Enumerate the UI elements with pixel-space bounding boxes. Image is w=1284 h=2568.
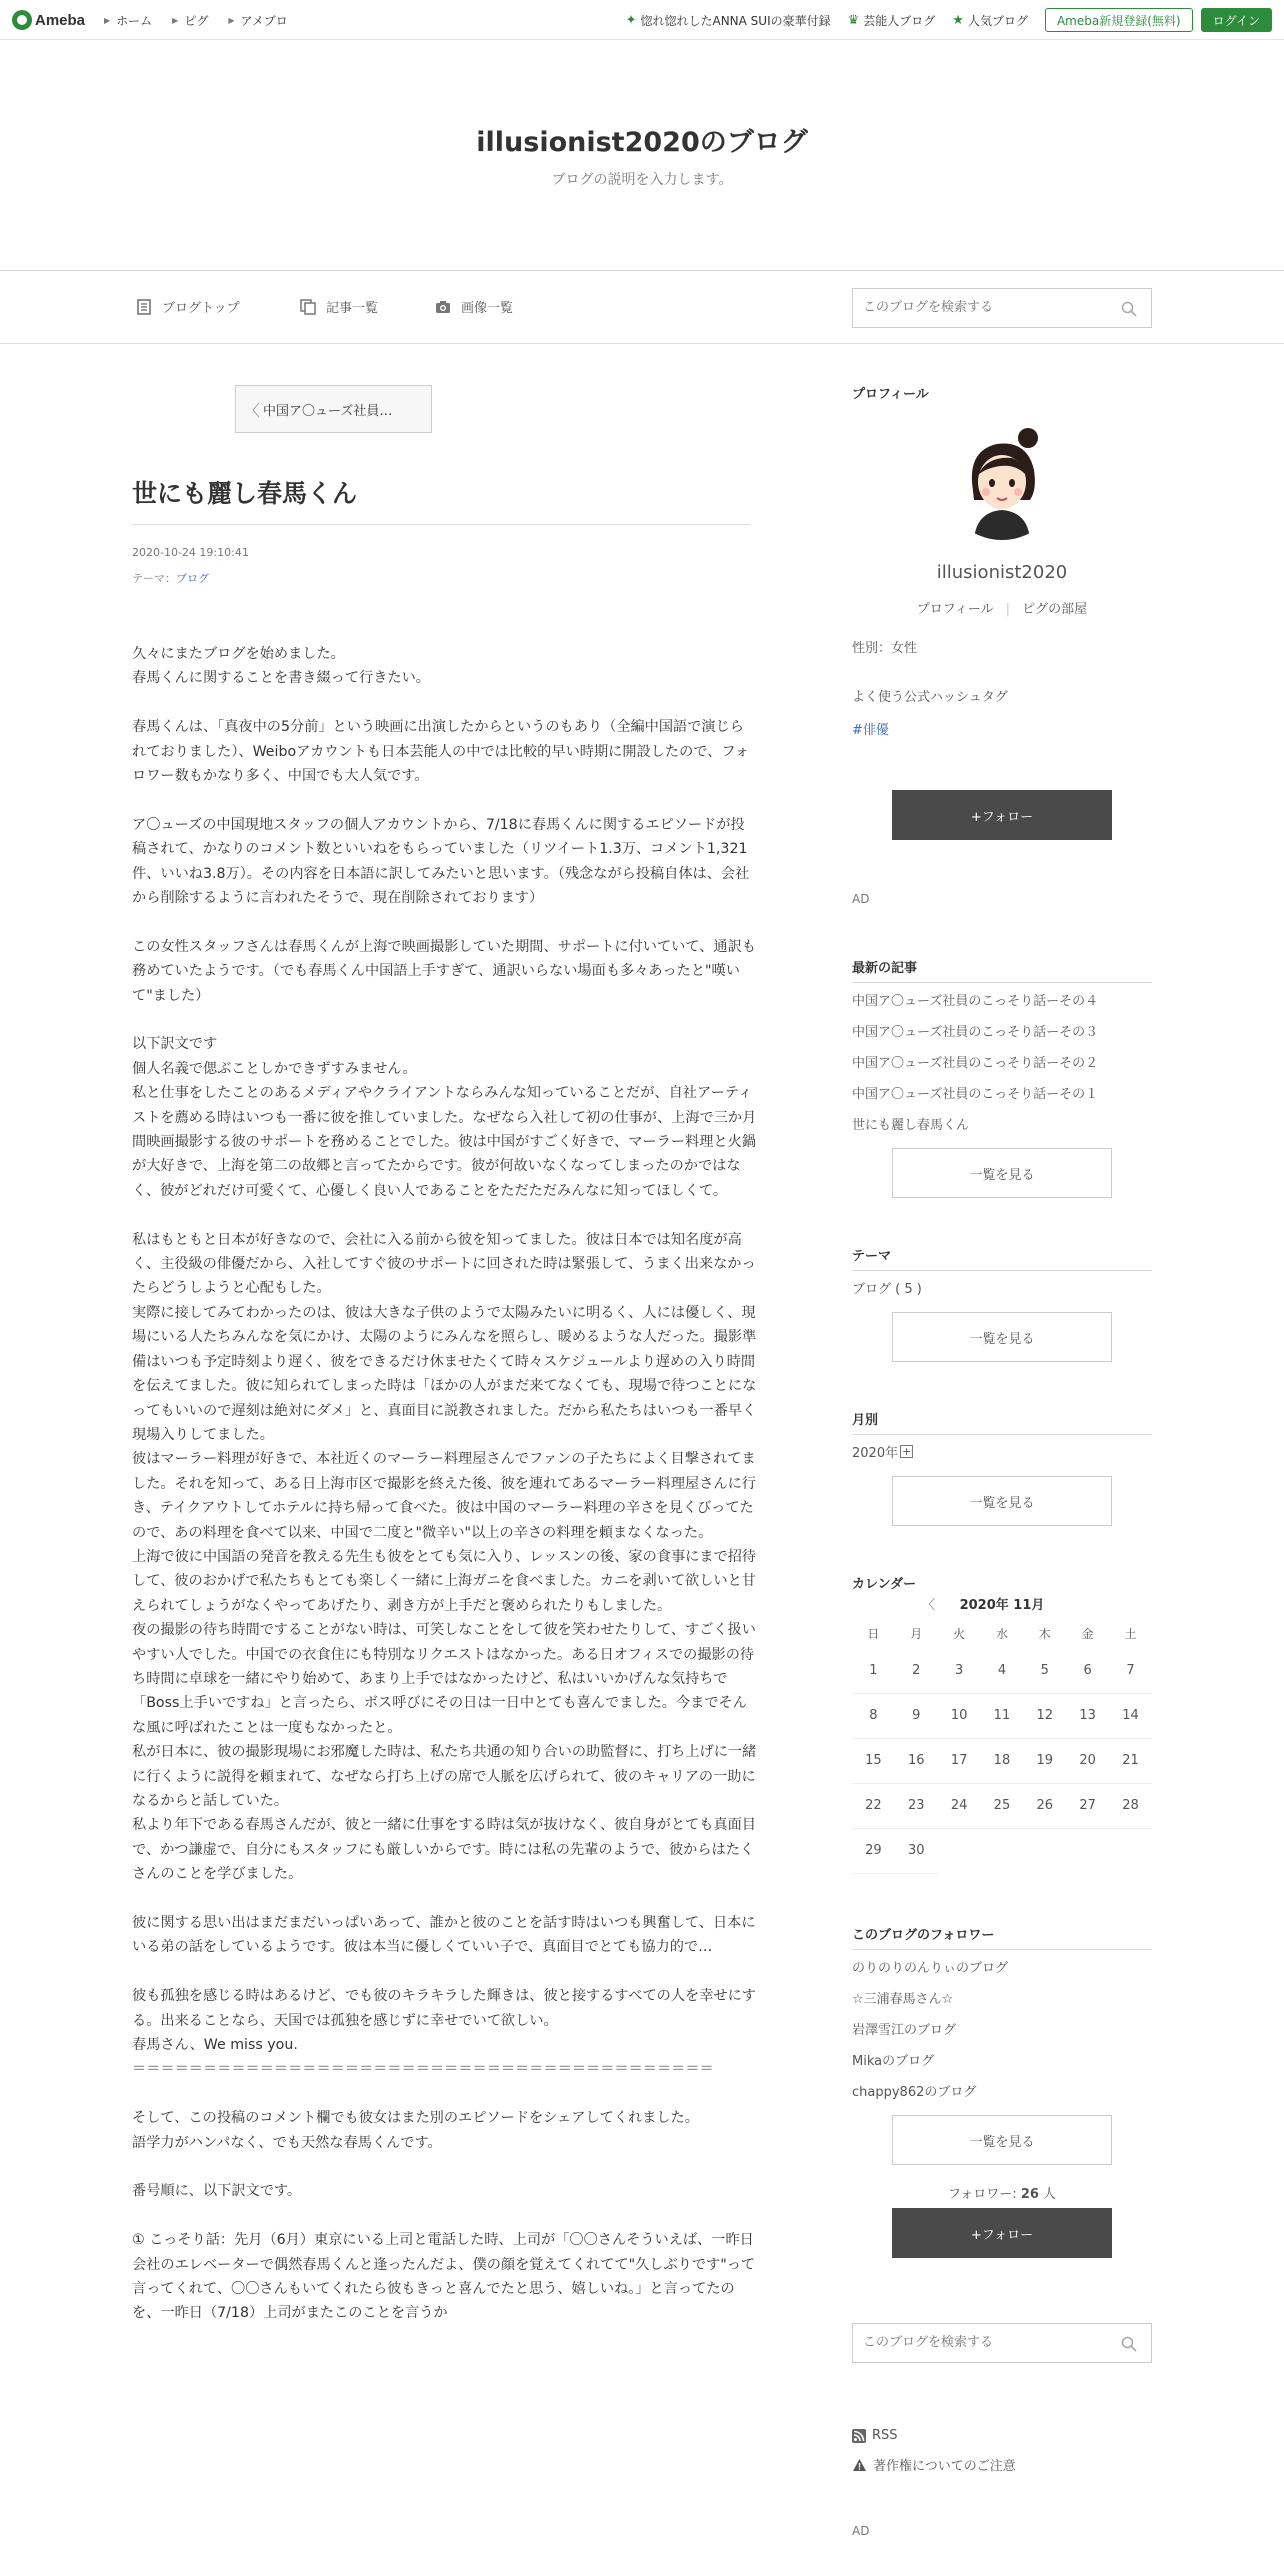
calendar-day[interactable]: 13 <box>1066 1693 1109 1738</box>
calendar-day <box>1066 1828 1109 1873</box>
follower-count-value: 26 <box>1020 2187 1039 2202</box>
calendar-day[interactable]: 1 <box>852 1648 895 1693</box>
article-paragraph: 彼も孤独を感じる時はあるけど、でも彼のキラキラした輝きは、彼と接するすべての人を幸せにする。出来ることなら、天国では孤独を感じずに幸せでいて欲しい。 春馬さん、We miss you. ＝＝＝＝＝＝＝＝＝＝＝＝＝＝＝＝＝＝＝＝＝＝＝＝＝＝＝＝＝＝＝＝＝＝＝＝＝＝＝＝＝ <box>132 1988 756 2078</box>
follower-count-label: フォロワー: <box>947 2187 1017 2202</box>
article-paragraph: この女性スタッフさんは春馬くんが上海で映画撮影していた期間、サポートに付いていて、通訳も務めていたようです。（でも春馬くん中国語上手すぎて、通訳いらない場面も多々あったと"嘆いて"ました） <box>132 938 756 1004</box>
promo-label: 惚れ惚れしたANNA SUIの豪華付録 <box>640 13 831 28</box>
calendar-day[interactable]: 25 <box>981 1783 1024 1828</box>
nav-home[interactable] <box>104 12 152 29</box>
blog-nav <box>0 270 1284 344</box>
theme-heading: テーマ <box>852 1249 892 1264</box>
calendar-day[interactable]: 30 <box>895 1828 938 1873</box>
section-divider <box>852 1949 1152 1950</box>
calendar-body <box>852 1648 1152 1873</box>
nav-entry-list-label: 記事一覧 <box>326 301 379 316</box>
theme-item[interactable]: ブログ ( 5 ) <box>852 1282 922 1297</box>
calendar-day[interactable]: 14 <box>1109 1693 1152 1738</box>
calendar-day[interactable]: 10 <box>938 1693 981 1738</box>
calendar-weekday-row <box>852 1618 1152 1648</box>
calendar-day[interactable]: 9 <box>895 1693 938 1738</box>
promo-label: 芸能人ブログ <box>863 13 936 28</box>
article-paragraph: ① こっそり話：先月（6月）東京にいる上司と電話した時、上司が「〇〇さんそういえば、一昨日会社のエレベーターで偶然春馬くんと逢ったんだよ、僕の顔を覚えてくれてて"久しぶりです"って言ってくれて、〇〇さんもいてくれたら彼もきっと喜んでたと思う、嬉しいね。」と言ってたのを、一昨日（7/18）上司がまたこのことを言うか <box>132 2232 756 2322</box>
calendar-day[interactable]: 28 <box>1109 1783 1152 1828</box>
article-theme <box>132 570 209 586</box>
calendar-day[interactable]: 20 <box>1066 1738 1109 1783</box>
ad-label: AD <box>852 892 870 906</box>
calendar-day[interactable]: 21 <box>1109 1738 1152 1783</box>
calendar-week-row <box>852 1693 1152 1738</box>
crown-icon: ♛ <box>847 12 860 28</box>
calendar-day[interactable]: 15 <box>852 1738 895 1783</box>
profile-links <box>852 598 1152 617</box>
promo-link-anna-sui[interactable] <box>626 12 831 29</box>
calendar-day[interactable]: 6 <box>1066 1648 1109 1693</box>
calendar-day[interactable]: 16 <box>895 1738 938 1783</box>
blog-search-box <box>852 288 1152 328</box>
recent-entry-item[interactable]: 中国ア〇ューズ社員のこっそり話ーその３ <box>852 1025 1099 1040</box>
theme-prefix: テーマ： <box>132 572 176 585</box>
chevron-right-icon: ▶ <box>104 15 111 25</box>
calendar-day[interactable]: 11 <box>981 1693 1024 1738</box>
blog-title[interactable]: illusionist2020のブログ <box>476 127 808 158</box>
promo-link-popular[interactable] <box>952 12 1028 29</box>
rss-icon <box>852 2429 866 2443</box>
calendar-day <box>1109 1828 1152 1873</box>
ad-label-bottom: AD <box>852 2524 870 2538</box>
calendar-day[interactable]: 26 <box>1023 1783 1066 1828</box>
followers-heading: このブログのフォロワー <box>852 1928 995 1943</box>
rss-label: RSS <box>872 2428 898 2443</box>
calendar-day[interactable]: 24 <box>938 1783 981 1828</box>
article-title[interactable]: 世にも麗し春馬くん <box>132 479 358 508</box>
calendar-week-row <box>852 1783 1152 1828</box>
calendar-week-row <box>852 1648 1152 1693</box>
nav-blog-top-label: ブログトップ <box>162 301 240 316</box>
follower-item[interactable]: のりのりのんりぃのブログ <box>852 1961 1009 1976</box>
calendar-day[interactable]: 29 <box>852 1828 895 1873</box>
article-body <box>132 642 757 2350</box>
follow-button-bottom[interactable]: +フォロー <box>892 2208 1112 2258</box>
calendar-day[interactable]: 19 <box>1023 1738 1066 1783</box>
nav-blog-top[interactable] <box>136 297 240 316</box>
copyright-label: 著作権についてのご注意 <box>873 2459 1016 2474</box>
calendar-day[interactable]: 5 <box>1023 1648 1066 1693</box>
profile-avatar[interactable] <box>942 420 1062 540</box>
article-paragraph: ア〇ューズの中国現地スタッフの個人アカウントから、7/18に春馬くんに関するエピソードが投稿されて、かなりのコメント数といいねをもらっていました（リツイート1.3万、コメント1,321件、いいね3.8万）。その内容を日本語に訳してみたいと思います。（残念ながら投稿自体は、会社から削除するように言われたそうで、現在削除されております） <box>132 816 750 907</box>
profile-name[interactable]: illusionist2020 <box>936 562 1068 583</box>
calendar-day[interactable]: 2 <box>895 1648 938 1693</box>
calendar-day[interactable]: 18 <box>981 1738 1024 1783</box>
camera-icon <box>435 299 451 315</box>
blog-search-input[interactable] <box>863 289 1103 325</box>
monthly-more-button[interactable]: 一覧を見る <box>892 1476 1112 1526</box>
recent-entry-item[interactable]: 中国ア〇ューズ社員のこっそり話ーその２ <box>852 1056 1099 1071</box>
prev-entry-label: 中国ア〇ューズ社員… <box>263 403 393 419</box>
recent-entry-item[interactable]: 中国ア〇ューズ社員のこっそり話ーその１ <box>852 1087 1099 1102</box>
follower-count <box>852 2183 1152 2202</box>
recent-entry-item[interactable]: 世にも麗し春馬くん <box>852 1118 970 1133</box>
calendar-day <box>981 1828 1024 1873</box>
calendar-day[interactable]: 12 <box>1023 1693 1066 1738</box>
recent-entries-heading: 最新の記事 <box>852 961 918 976</box>
theme-link[interactable]: ブログ <box>176 572 209 585</box>
star-icon: ★ <box>952 12 964 28</box>
calendar-weekday: 月 <box>910 1626 923 1641</box>
article-date: 2020-10-24 19:10:41 <box>132 546 249 559</box>
profile-heading: プロフィール <box>852 387 929 402</box>
calendar-day <box>1023 1828 1066 1873</box>
chevron-right-icon: ▶ <box>172 15 179 25</box>
copy-icon <box>300 299 316 315</box>
login-button[interactable]: ログイン <box>1201 8 1272 32</box>
article-paragraph: 久々にまたブログを始めました。 春馬くんに関することを書き綴って行きたい。 <box>132 646 430 687</box>
followers-more-button[interactable]: 一覧を見る <box>892 2115 1112 2165</box>
calendar-week-row <box>852 1738 1152 1783</box>
ameba-logo[interactable] <box>12 9 85 31</box>
month-item-label: 2020年 <box>852 1446 899 1461</box>
blog-header <box>0 40 1284 270</box>
ameba-logo-text: Ameba <box>35 11 86 29</box>
article-paragraph: 春馬くんは、「真夜中の5分前」という映画に出演したからというのもあり（全編中国語で演じられておりました）、Weiboアカウントも日本芸能人の中では比較的早い時期に開設したので、フォロワー数もかなり多く、中国でも大人気です。 <box>132 719 750 785</box>
expand-plus-icon[interactable]: + <box>901 1445 912 1458</box>
nav-pigg-label: ピグ <box>184 13 209 28</box>
nav-ameblo-label: アメブロ <box>240 13 288 28</box>
calendar-weekday: 火 <box>953 1626 966 1641</box>
follower-item[interactable]: chappy862のブログ <box>852 2085 977 2100</box>
calendar-day[interactable]: 22 <box>852 1783 895 1828</box>
promo-label: 人気ブログ <box>967 13 1028 28</box>
pigg-room-link[interactable]: ピグの部屋 <box>1022 602 1088 617</box>
profile-link[interactable]: プロフィール <box>916 602 994 617</box>
warning-icon <box>852 2458 867 2472</box>
header-actions <box>626 0 1272 40</box>
search-icon[interactable] <box>1121 2336 1137 2352</box>
article-paragraph: 彼に関する思い出はまだまだいっぱいあって、誰かと彼のことを話す時はいつも興奮して、日本にいる弟の話をしているようです。彼は本当に優しくていい子で、真面目でとても協力的で… <box>132 1915 756 1956</box>
nav-image-list[interactable] <box>435 297 513 316</box>
section-divider <box>852 1270 1152 1271</box>
nav-home-label: ホーム <box>116 13 153 28</box>
rss-link[interactable] <box>852 2428 898 2443</box>
monthly-heading: 月別 <box>852 1413 879 1428</box>
article-paragraph: そして、この投稿のコメント欄でも彼女はまた別のエピソードをシェアしてくれました。 語学力がハンパなく、でも天然な春馬くんです。 <box>132 2110 699 2151</box>
calendar-weekday: 土 <box>1124 1626 1137 1641</box>
nav-image-list-label: 画像一覧 <box>461 301 514 316</box>
calendar-day <box>938 1828 981 1873</box>
calendar-day[interactable]: 7 <box>1109 1648 1152 1693</box>
article-paragraph: 以下訳文です 個人名義で偲ぶことしかできずすみません。 私と仕事をしたことのあるメディアやクライアントならみんな知っていることだが、自社アーティストを薦める時はいつも一番に彼を推していました。なぜなら入社して初の仕事が、上海で三か月間映画撮影する彼のサポートを務めることでした。彼は中国がすごく好きで、マーラー料理と火鍋が大好きで、上海を第二の故郷と言ってたからです。彼が何故いなくなってしまったのかではなく、彼がどれだけ可愛くて、心優しく良い人であることをただただみんなに知ってほしくて。 <box>132 1036 757 1199</box>
promo-link-celebrity[interactable] <box>848 12 936 29</box>
nav-pigg[interactable] <box>172 12 208 29</box>
hashtag-heading: よく使う公式ハッシュタグ <box>852 690 1008 705</box>
sidebar-search-input[interactable] <box>863 2324 1103 2360</box>
avatar-illustration-icon <box>942 420 1062 540</box>
ameba-logo-icon <box>12 10 32 30</box>
calendar-day[interactable]: 27 <box>1066 1783 1109 1828</box>
profile-gender: 性別：女性 <box>852 641 918 656</box>
calendar-day[interactable]: 17 <box>938 1738 981 1783</box>
blog-description: ブログの説明を入力します。 <box>551 172 733 188</box>
chevron-left-icon: 〈 <box>244 400 261 420</box>
document-icon <box>136 299 152 315</box>
calendar-weekday: 日 <box>867 1626 880 1641</box>
calendar-weekday: 水 <box>995 1626 1008 1641</box>
calendar-month-bar <box>852 1594 1152 1613</box>
gift-icon: ✦ <box>625 12 637 28</box>
global-nav <box>104 0 308 40</box>
calendar-weekday: 木 <box>1038 1626 1051 1641</box>
follower-count-unit: 人 <box>1043 2187 1057 2202</box>
search-icon[interactable] <box>1121 301 1137 317</box>
calendar-week-row <box>852 1828 1152 1873</box>
prev-entry-button[interactable] <box>235 385 432 433</box>
register-button[interactable]: Ameba新規登録(無料) <box>1045 8 1193 32</box>
nav-ameblo[interactable] <box>228 12 287 29</box>
chevron-right-icon: ▶ <box>228 15 235 25</box>
global-header <box>0 0 1284 40</box>
hashtag-link[interactable]: #俳優 <box>852 723 889 738</box>
calendar-weekday: 金 <box>1081 1626 1094 1641</box>
sidebar-search-box <box>852 2323 1152 2363</box>
calendar-prev-button[interactable]: 〈 <box>922 1598 936 1613</box>
calendar-heading: カレンダー <box>852 1577 917 1592</box>
calendar-day[interactable]: 4 <box>981 1648 1024 1693</box>
follower-item[interactable]: 岩澤雪江のブログ <box>852 2023 957 2038</box>
calendar-month-label: 2020年 11月 <box>959 1598 1045 1613</box>
calendar-table <box>852 1618 1152 1874</box>
recent-entry-item[interactable]: 中国ア〇ューズ社員のこっそり話ーその４ <box>852 994 1099 1009</box>
theme-more-button[interactable]: 一覧を見る <box>892 1312 1112 1362</box>
follow-button[interactable]: +フォロー <box>892 790 1112 840</box>
section-divider <box>852 1434 1152 1435</box>
calendar-day[interactable]: 3 <box>938 1648 981 1693</box>
title-divider <box>132 524 750 525</box>
follower-item[interactable]: ☆三浦春馬さん☆ <box>852 1992 954 2007</box>
article-paragraph: 番号順に、以下訳文です。 <box>132 2183 302 2200</box>
follower-item[interactable]: Mikaのブログ <box>852 2054 935 2069</box>
calendar-day[interactable]: 8 <box>852 1693 895 1738</box>
copyright-notice-link[interactable] <box>852 2455 1016 2474</box>
month-item[interactable] <box>852 1442 913 1461</box>
link-separator: | <box>1005 602 1011 617</box>
calendar <box>852 1618 1152 1874</box>
recent-entries-more-button[interactable]: 一覧を見る <box>892 1148 1112 1198</box>
calendar-day[interactable]: 23 <box>895 1783 938 1828</box>
article-paragraph: 私はもともと日本が好きなので、会社に入る前から彼を知ってました。彼は日本では知名度が高く、主役級の俳優だから、入社してすぐ彼のサポートに回された時は緊張して、うまく出来なかったらどうしようと心配もした。 実際に接してみてわかったのは、彼は大きな子供のようで太陽みたいに明るく、人には優しく、現場にいる人たちみんなを気にかけ、太陽のようにみんなを照らし、暖めるような人だった。撮影準備はいつも予定時刻より遅く、彼をできるだけ休ませたくて時々スケジュールより遅めの入り時間を伝えてました。彼に知られてしまった時は「ほかの人がまだ来てなくても、現場で待つことになってもいいので遅刻は絶対にダメ」と、真面目に説教されました。だから私たちはいつも一番早く現場入りしてました。 彼はマーラー料理が好きで、本社近くのマーラー料理屋さんでファンの子たちによく目撃されてました。それを知って、ある日上海市区で撮影を終えた後、彼を連れてあるマーラー料理屋さんに行き、テイクアウトしてホテルに持ち帰って食べた。彼は中国のマーラー料理の辛さを見くびってたので、あの料理を食べて以来、中国で二度と"微辛い"以上の辛さの料理を頼まなくなった。 上海で彼に中国語の発音を教える先生も彼をとても気に入り、レッスンの後、家の食事にまで招待して、彼のおかげで私たちもとても楽しく一緒に上海ガニを食べました。カニを剥いて欲しいと甘えられてしょうがなくやってあげたり、剥き方が上手だと褒められたりもしました。 夜の撮影の待ち時間ですることがない時は、可笑しなことをして彼を笑わせたりして、すごく扱いやすい人でした。中国での衣食住にも特別なリクエストはなかった。ある日オフィスでの撮影の待ち時間に卓球を一緒にやり始めて、あまり上手ではなかったけど、私はいいかげんな気持ちで「Boss上手いですね」と言ったら、ボス呼びにその日は一日中とても喜んでました。今までそんな風に呼ばれたことは一度もなかったと。 私が日本に、彼の撮影現場にお邪魔した時は、私たち共通の知り合いの助監督に、打ち上げに一緒に行くように説得を頼まれて、なぜなら打ち上げの席で人脈を広げられて、彼のキャリアの一助になるからと話していた。 私より年下である春馬さんだが、彼と一緒に仕事をする時は気が抜けなく、彼自身がとても真面目で、かつ謙虚で、自分にもスタッフにも厳しいからです。時には私の先輩のようで、彼からはたくさんのことを学びました。 <box>132 1231 757 1883</box>
nav-entry-list[interactable] <box>300 297 378 316</box>
section-divider <box>852 982 1152 983</box>
